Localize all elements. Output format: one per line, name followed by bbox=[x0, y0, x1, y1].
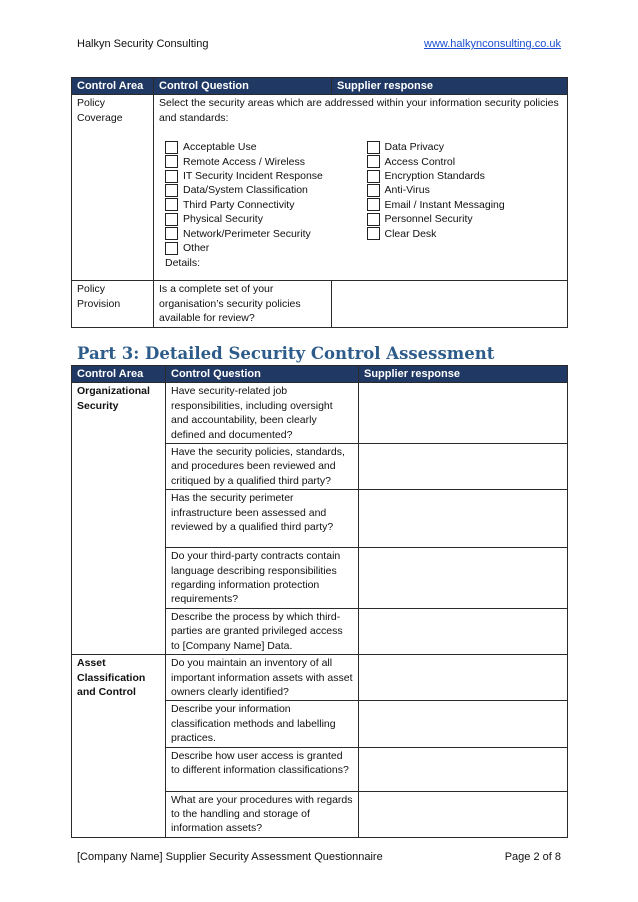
checkbox-email-im[interactable] bbox=[367, 198, 563, 212]
checkbox-box[interactable] bbox=[367, 141, 380, 154]
supplier-response-cell[interactable] bbox=[332, 281, 568, 327]
checkbox-network-perimeter[interactable] bbox=[165, 227, 361, 241]
checkbox-label: Data/System Classification bbox=[183, 184, 308, 197]
checkbox-box[interactable] bbox=[367, 155, 380, 168]
checkbox-label: Encryption Standards bbox=[384, 170, 485, 182]
checkbox-label: Acceptable Use bbox=[183, 141, 257, 154]
supplier-response-cell[interactable] bbox=[359, 548, 568, 609]
control-question-cell: Describe your information classification methods and labelling practices. bbox=[166, 701, 359, 747]
checkbox-label: Email / Instant Messaging bbox=[384, 198, 505, 211]
table-row-policy-coverage bbox=[72, 95, 568, 281]
control-question-cell: Do your third-party contracts contain language describing responsibilities regarding information protection requirements? bbox=[166, 548, 359, 609]
footer-document-title: [Company Name] Supplier Security Assessment Questionnaire bbox=[77, 851, 383, 863]
column-header-supplier-response: Supplier response bbox=[332, 78, 568, 95]
column-header-control-question: Control Question bbox=[154, 78, 332, 95]
supplier-response-cell[interactable] bbox=[359, 655, 568, 701]
column-header-control-area: Control Area bbox=[72, 78, 154, 95]
checkbox-label: Physical Security bbox=[183, 213, 263, 226]
policy-coverage-question: Select the security areas which are addressed within your information security policies and standards: bbox=[159, 97, 559, 124]
checkbox-personnel-security[interactable] bbox=[367, 212, 563, 226]
checkbox-it-incident-response[interactable] bbox=[165, 169, 361, 183]
checkbox-access-control[interactable] bbox=[367, 155, 563, 169]
footer-page-number: Page 2 of 8 bbox=[504, 851, 561, 863]
checkbox-label: Access Control bbox=[384, 155, 456, 168]
control-question-cell: Describe how user access is granted to different information classifications? bbox=[166, 747, 359, 791]
control-area-organizational-security: Organizational Security bbox=[72, 383, 166, 655]
checkbox-box[interactable] bbox=[165, 141, 178, 154]
checkbox-box[interactable] bbox=[165, 170, 178, 183]
checkbox-label: Other bbox=[183, 241, 210, 254]
supplier-response-cell[interactable] bbox=[359, 791, 568, 837]
checkbox-acceptable-use[interactable] bbox=[165, 140, 361, 154]
checkbox-data-privacy[interactable] bbox=[367, 140, 563, 154]
control-question-cell: Have security-related job responsibilities, including oversight and accountability, been clearly defined and documented? bbox=[166, 383, 359, 444]
checkbox-label: Third Party Connectivity bbox=[183, 198, 295, 211]
control-question-cell: Is a complete set of your organisation’s security policies available for review? bbox=[154, 281, 332, 327]
column-header-control-question: Control Question bbox=[166, 366, 359, 383]
section-title: Part 3: Detailed Security Control Assessment bbox=[77, 344, 495, 363]
column-header-supplier-response: Supplier response bbox=[359, 366, 568, 383]
control-question-cell: Has the security perimeter infrastructure been assessed and reviewed by a qualified third party? bbox=[166, 490, 359, 548]
checkbox-box[interactable] bbox=[367, 170, 380, 183]
header-website-link[interactable]: www.halkynconsulting.co.uk bbox=[424, 38, 561, 50]
checkbox-box[interactable] bbox=[165, 198, 178, 211]
supplier-response-cell[interactable] bbox=[359, 608, 568, 654]
header-company: Halkyn Security Consulting bbox=[77, 38, 209, 50]
checkbox-label: Network/Perimeter Security bbox=[183, 227, 311, 240]
checkbox-label: Personnel Security bbox=[384, 213, 473, 226]
checkbox-box[interactable] bbox=[367, 227, 380, 240]
table-row-policy-provision bbox=[72, 281, 568, 327]
control-area-cell: Policy Coverage bbox=[72, 95, 154, 281]
checkbox-box[interactable] bbox=[165, 242, 178, 255]
control-area-cell: Policy Provision bbox=[72, 281, 154, 327]
policy-coverage-cell bbox=[154, 95, 568, 281]
supplier-response-cell[interactable] bbox=[359, 383, 568, 444]
checkbox-label: Clear Desk bbox=[384, 227, 437, 240]
checkbox-box[interactable] bbox=[367, 198, 380, 211]
details-label: Details: bbox=[165, 257, 201, 270]
checkbox-box[interactable] bbox=[165, 155, 178, 168]
checkbox-box[interactable] bbox=[165, 227, 178, 240]
assessment-table bbox=[71, 365, 568, 838]
checkbox-column-left bbox=[159, 140, 361, 255]
policy-table bbox=[71, 77, 568, 328]
checkbox-third-party-connectivity[interactable] bbox=[165, 198, 361, 212]
checkbox-box[interactable] bbox=[165, 213, 178, 226]
column-header-control-area: Control Area bbox=[72, 366, 166, 383]
assessment-table-header bbox=[72, 366, 568, 383]
control-area-asset-classification: Asset Classification and Control bbox=[72, 655, 166, 838]
table-row bbox=[72, 383, 568, 444]
checkbox-encryption-standards[interactable] bbox=[367, 169, 563, 183]
checkbox-data-classification[interactable] bbox=[165, 183, 361, 197]
checkbox-box[interactable] bbox=[367, 184, 380, 197]
supplier-response-cell[interactable] bbox=[359, 701, 568, 747]
control-question-cell: What are your procedures with regards to the handling and storage of information assets? bbox=[166, 791, 359, 837]
checkbox-remote-access[interactable] bbox=[165, 155, 361, 169]
table-row bbox=[72, 655, 568, 701]
checkbox-column-right bbox=[361, 140, 563, 255]
policy-table-header bbox=[72, 78, 568, 95]
checkbox-box[interactable] bbox=[165, 184, 178, 197]
control-question-cell: Have the security policies, standards, and procedures been reviewed and critiqued by a qualified third party? bbox=[166, 444, 359, 490]
supplier-response-cell[interactable] bbox=[359, 490, 568, 548]
checkbox-label: IT Security Incident Response bbox=[183, 170, 323, 182]
checkbox-box[interactable] bbox=[367, 213, 380, 226]
supplier-response-cell[interactable] bbox=[359, 444, 568, 490]
checkbox-anti-virus[interactable] bbox=[367, 183, 563, 197]
checkbox-label: Data Privacy bbox=[384, 141, 445, 154]
checkbox-physical-security[interactable] bbox=[165, 212, 361, 226]
checkbox-label: Anti-Virus bbox=[384, 184, 430, 197]
security-area-checkboxes bbox=[159, 140, 562, 255]
supplier-response-cell[interactable] bbox=[359, 747, 568, 791]
control-question-cell: Describe the process by which third-parties are granted privileged access to [Company Name] Data. bbox=[166, 608, 359, 654]
checkbox-clear-desk[interactable] bbox=[367, 227, 563, 241]
checkbox-other[interactable] bbox=[165, 241, 361, 255]
control-question-cell: Do you maintain an inventory of all important information assets with asset owners clearly identified? bbox=[166, 655, 359, 701]
checkbox-label: Remote Access / Wireless bbox=[183, 155, 305, 168]
